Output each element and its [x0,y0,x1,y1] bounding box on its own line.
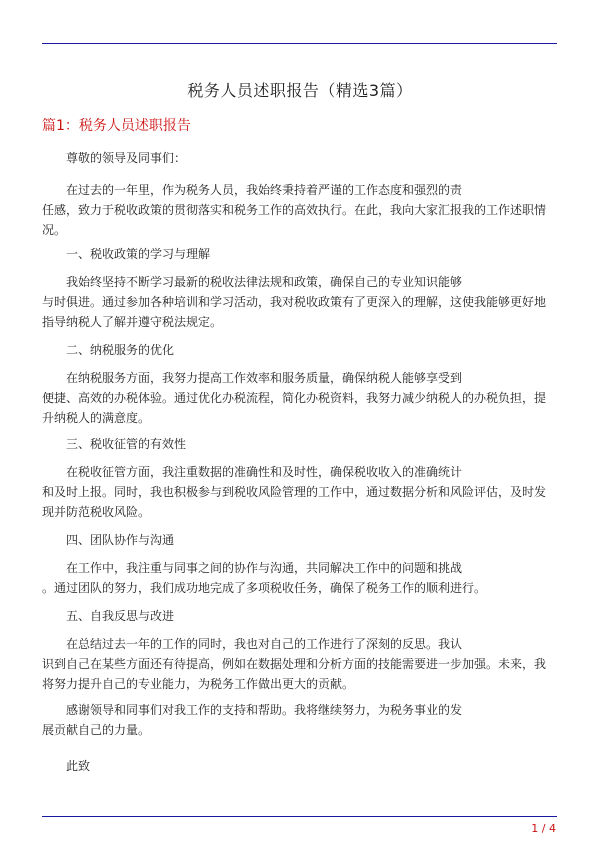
paragraph-line: 将努力提升自己的专业能力，为税务工作做出更大的贡献。 [42,677,355,691]
section-title: 篇1：税务人员述职报告 [42,118,191,134]
paragraph-line: 在税收征管方面，我注重数据的准确性和及时性，确保税收收入的准确统计 [66,465,463,479]
paragraph-line: 指导纳税人了解并遵守税法规定。 [42,315,223,329]
heading-self-reflection [42,606,557,626]
paragraph-line: 升纳税人的满意度。 [42,411,151,425]
paragraph-line: 三、税收征管的有效性 [66,437,187,451]
paragraph-line: 二、纳税服务的优化 [66,343,175,357]
heading-service-optimization [42,340,557,360]
paragraph-line: 感谢领导和同事们对我工作的支持和帮助。我将继续努力，为税务事业的发 [66,703,463,717]
paragraph-line: 在过去的一年里，作为税务人员，我始终秉持着严谨的工作态度和强烈的责 [66,183,463,197]
thanks-paragraph [42,700,557,740]
collection-paragraph [42,462,557,522]
page-number: 1 / 4 [531,822,556,835]
closing-paragraph [42,756,557,776]
reflection-paragraph [42,634,557,694]
paragraph-line: 便捷、高效的办税体验。通过优化办税流程，简化办税资料，我努力减少纳税人的办税负担，提 [42,391,547,405]
paragraph-line: 现并防范税收风险。 [42,505,151,519]
paragraph-line: 在纳税服务方面，我努力提高工作效率和服务质量，确保纳税人能够享受到 [66,371,463,385]
heading-policy-study [42,244,557,264]
heading-teamwork [42,530,557,550]
paragraph-line: 与时俱进。通过参加各种培训和学习活动，我对税收政策有了更深入的理解，这使我能够更好地 [42,295,547,309]
paragraph-line: 。通过团队的努力，我们成功地完成了多项税收任务，确保了税务工作的顺利进行。 [42,581,487,595]
greeting-paragraph [42,148,557,168]
paragraph-line: 此致 [66,759,91,773]
heading-collection-effectiveness [42,434,557,454]
document-title: 税务人员述职报告（精选3篇） [187,81,413,100]
paragraph-line: 展贡献自己的力量。 [42,723,151,737]
paragraph-line: 尊敬的领导及同事们： [66,151,187,165]
paragraph-line: 任感，致力于税收政策的贯彻落实和税务工作的高效执行。在此，我向大家汇报我的工作述职情 [42,203,547,217]
paragraph-line: 一、税收政策的学习与理解 [66,247,211,261]
paragraph-line: 在总结过去一年的工作的同时，我也对自己的工作进行了深刻的反思。我认 [66,637,463,651]
paragraph-line: 和及时上报。同时，我也积极参与到税收风险管理的工作中，通过数据分析和风险评估，及时发 [42,485,547,499]
paragraph-line: 四、团队协作与沟通 [66,533,175,547]
teamwork-paragraph [42,558,557,598]
service-paragraph [42,368,557,428]
paragraph-line: 五、自我反思与改进 [66,609,175,623]
paragraph-line: 我始终坚持不断学习最新的税收法律法规和政策，确保自己的专业知识能够 [66,275,463,289]
policy-paragraph [42,272,557,332]
paragraph-line: 况。 [42,223,67,237]
paragraph-line: 在工作中，我注重与同事之间的协作与沟通，共同解决工作中的问题和挑战 [66,561,463,575]
intro-paragraph [42,180,557,240]
footer-rule [42,816,557,817]
paragraph-line: 识到自己在某些方面还有待提高，例如在数据处理和分析方面的技能需要进一步加强。未来，我 [42,657,547,671]
header-rule [42,43,557,44]
